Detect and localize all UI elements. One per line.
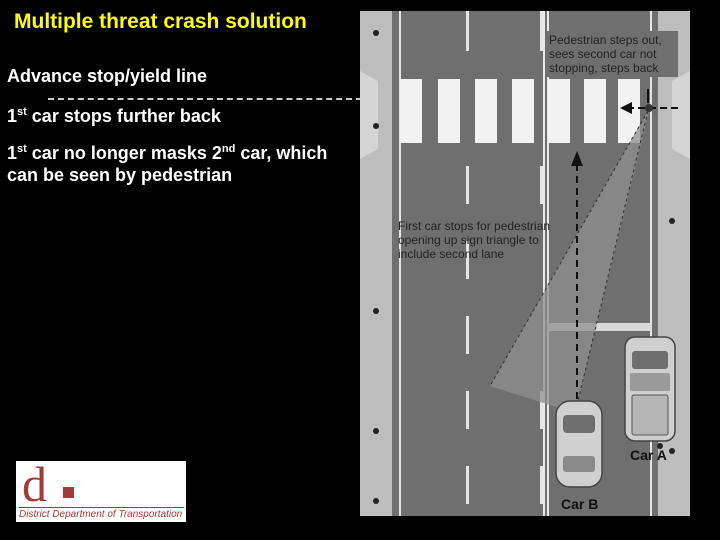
bullet-text: car stops further back [26, 106, 221, 126]
bullet-number: 1 [7, 106, 18, 126]
crosswalk-diagram [360, 11, 690, 516]
car-a-label: Car A [630, 447, 667, 463]
pedestrian-icon [645, 104, 653, 112]
bullet-text: Advance stop/yield line [7, 66, 208, 86]
logo-letter: d [22, 456, 47, 512]
bullet-visibility [7, 138, 347, 186]
ordinal-suffix: st [17, 106, 27, 118]
stop-line-indicator [48, 98, 362, 100]
logo-dot [63, 487, 74, 498]
first-car-label-line-2: opening up sign triangle to [398, 233, 539, 247]
bullet-number: 1 [7, 143, 18, 163]
car-b-label: Car B [561, 496, 599, 512]
pedestrian-label-line-2: sees second car not [549, 47, 657, 61]
pedestrian-label-line-1: Pedestrian steps out, [549, 33, 662, 47]
bullet-text: car no longer masks 2 [26, 143, 222, 163]
car-a [625, 337, 675, 441]
slide-title: Multiple threat crash solution [14, 10, 307, 33]
bullet-first-car [7, 101, 221, 127]
ordinal-suffix: nd [221, 143, 236, 155]
ordinal-suffix: st [17, 143, 27, 155]
right-curb-extension [672, 71, 690, 159]
logo-rule [19, 507, 184, 508]
bullet-text: car, which can be seen by pedestrian [7, 143, 328, 185]
ddot-logo [16, 456, 186, 522]
logo-text: District Department of Transportation [19, 509, 183, 520]
car-b [556, 401, 602, 487]
pedestrian-label-line-3: stopping, steps back [549, 61, 659, 75]
first-car-label-line-3: include second lane [398, 247, 505, 261]
left-curb-extension [360, 71, 378, 159]
first-car-label-line-1: First car stops for pedestrian [398, 219, 551, 233]
pedestrian-annotation [546, 31, 678, 77]
bullet-advance-line [7, 65, 207, 87]
